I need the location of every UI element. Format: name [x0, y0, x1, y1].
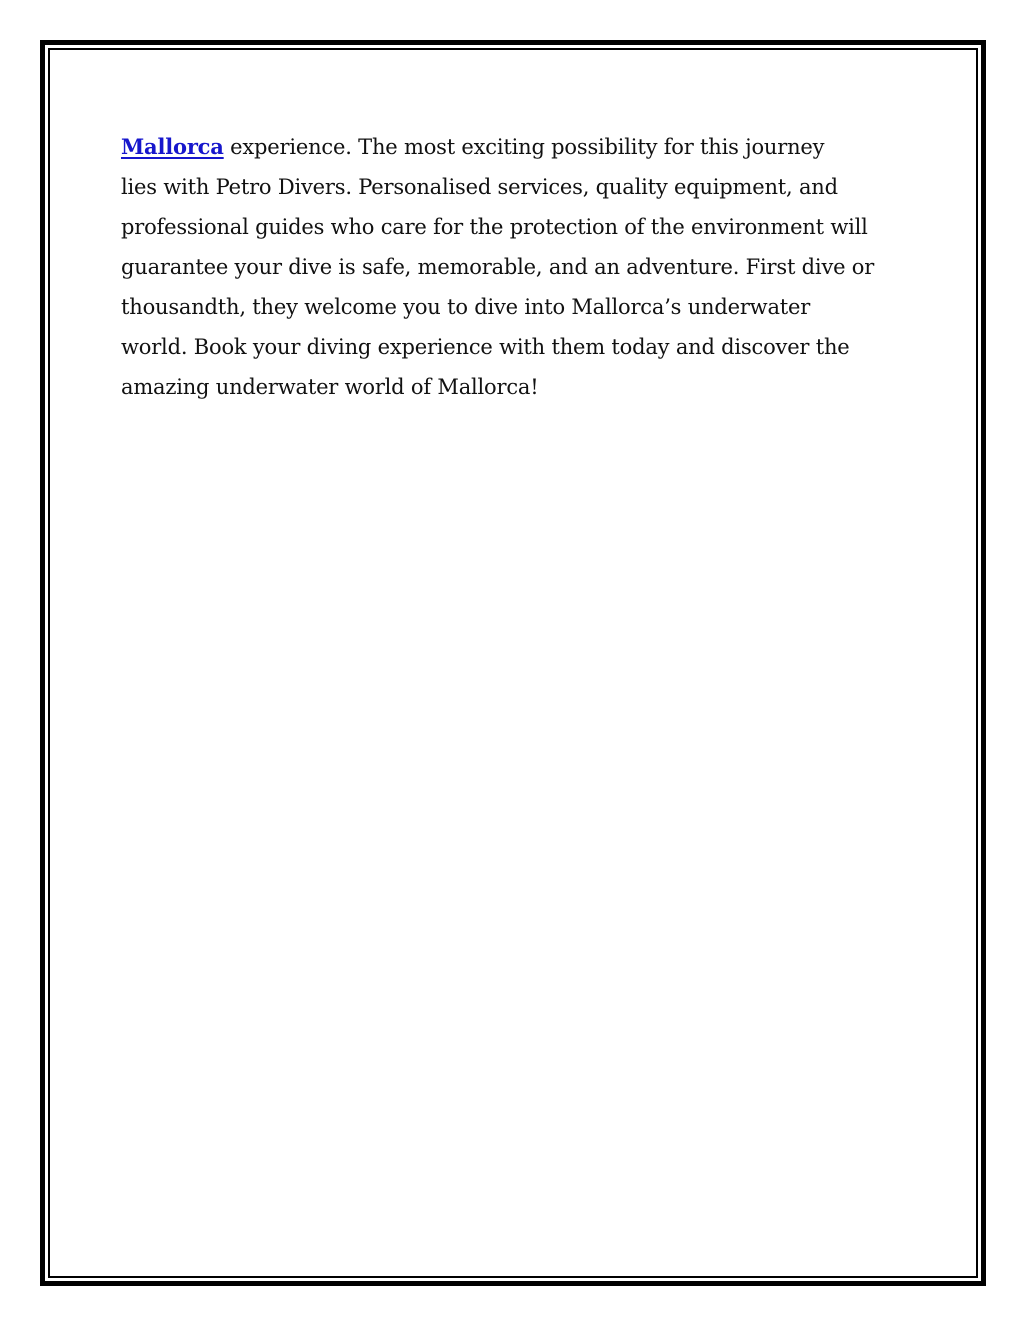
mallorca-link[interactable]: Mallorca — [121, 134, 224, 159]
document-body — [121, 127, 921, 407]
paragraph-line-5: thousandth, they welcome you to dive into Mallorca’s underwater — [121, 295, 811, 319]
line-1-text: experience. The most exciting possibility for this journey — [223, 135, 825, 159]
paragraph-line-7: amazing underwater world of Mallorca! — [121, 375, 539, 399]
paragraph-line-2: lies with Petro Divers. Personalised services, quality equipment, and — [121, 175, 838, 199]
paragraph-line-6: world. Book your diving experience with them today and discover the — [121, 335, 850, 359]
paragraph-line-4: guarantee your dive is safe, memorable, and an adventure. First dive or — [121, 255, 875, 279]
body-paragraph — [121, 127, 921, 407]
paragraph-line-1 — [121, 127, 921, 167]
paragraph-line-3: professional guides who care for the protection of the environment will — [121, 215, 868, 239]
